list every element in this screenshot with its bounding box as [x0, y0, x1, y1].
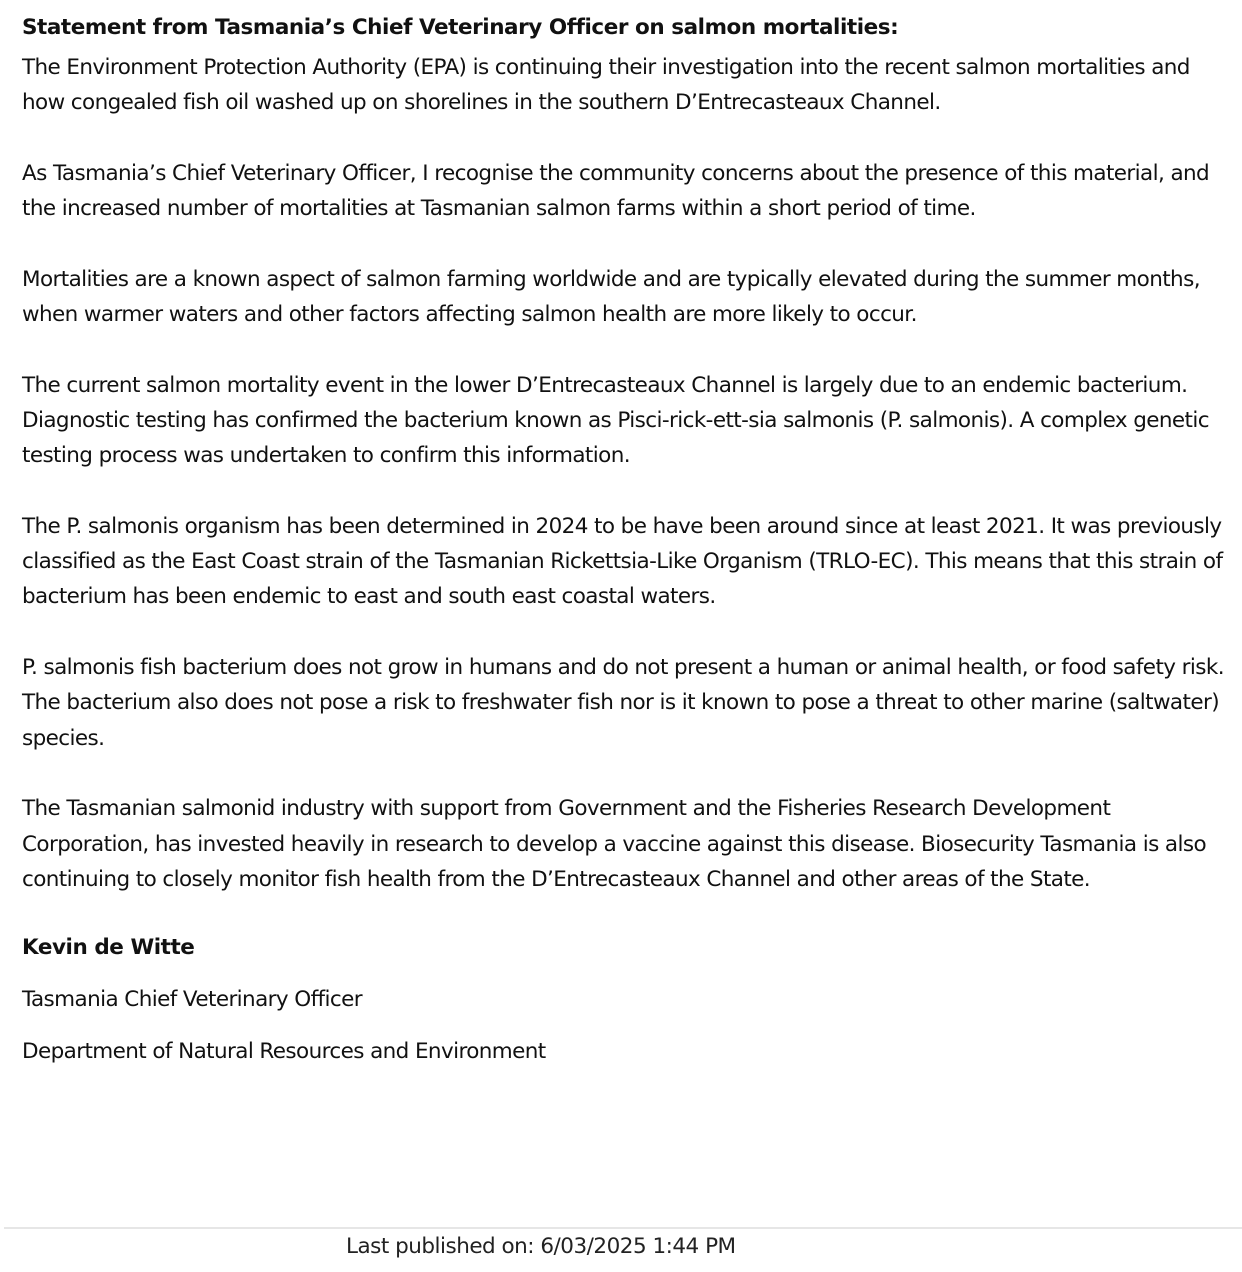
footer-divider [4, 1227, 1242, 1229]
signature-role: Tasmania Chief Veterinary Officer [22, 987, 362, 1013]
signature-department: Department of Natural Resources and Environment [22, 1039, 546, 1065]
paragraph-organism-history: The P. salmonis organism has been determined in 2024 to be have been around since at least 2021. It was previously classified as the East Coast strain of the Tasmanian Rickettsia-Like Organism (TRLO-EC). This means that this strain of bacterium has been endemic to east and south east coastal waters. [22, 513, 1223, 610]
last-published-text: Last published on: 6/03/2025 1:44 PM [346, 1234, 736, 1259]
signature-name: Kevin de Witte [22, 935, 195, 961]
paragraph-epa-investigation: The Environment Protection Authority (EPA) is continuing their investigation into the recent salmon mortalities and how congealed fish oil washed up on shorelines in the southern D’Entrecasteaux Channel. [22, 55, 1190, 116]
paragraph-health-risk: P. salmonis fish bacterium does not grow in humans and do not present a human or animal health, or food safety risk. The bacterium also does not pose a risk to freshwater fish nor is it known to pose a threat to other marine (saltwater) species. [22, 655, 1224, 751]
paragraph-community-concerns: As Tasmania’s Chief Veterinary Officer, I recognise the community concerns about the presence of this material, and the increased number of mortalities at Tasmanian salmon farms within a short period of time. [22, 160, 1210, 222]
statement-content [22, 12, 1227, 1088]
paragraph-endemic-bacterium: The current salmon mortality event in the lower D’Entrecasteaux Channel is largely due to an endemic bacterium. Diagnostic testing has confirmed the bacterium known as Pisci-rick-ett-sia salmonis (P. salmonis). A complex genetic testing process was undertaken to confirm this information. [22, 372, 1209, 469]
paragraph-mortalities-aspect: Mortalities are a known aspect of salmon farming worldwide and are typically elevated during the summer months, when warmer waters and other factors affecting salmon health are more likely to occur. [22, 266, 1200, 328]
paragraph-vaccine-research: The Tasmanian salmonid industry with support from Government and the Fisheries Research Development Corporation, has invested heavily in research to develop a vaccine against this disease. Biosecurity Tasmania is also continuing to closely monitor fish health from the D’Entrecasteaux Channel and other areas of the State. [22, 796, 1207, 892]
statement-title: Statement from Tasmania’s Chief Veterinary Officer on salmon mortalities: [22, 15, 899, 40]
